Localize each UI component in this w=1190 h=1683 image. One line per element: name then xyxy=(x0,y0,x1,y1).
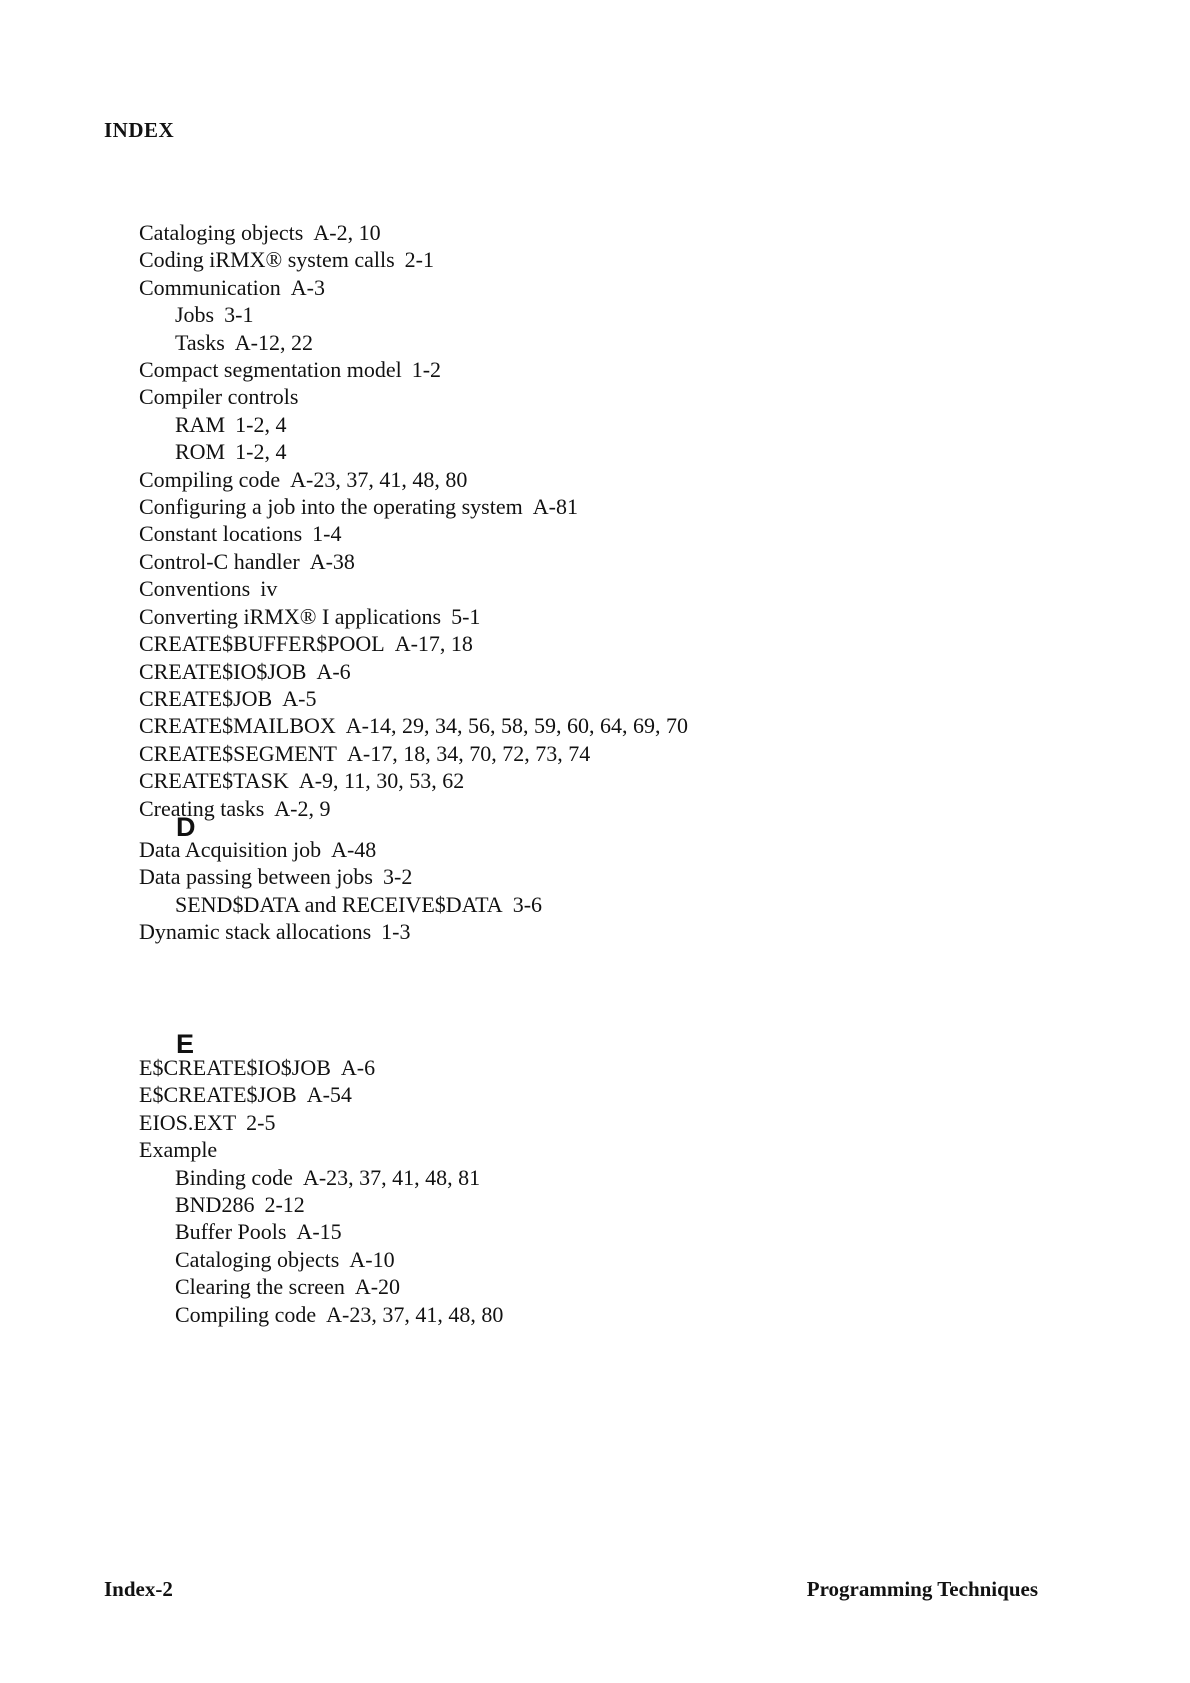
index-entry xyxy=(139,383,1039,410)
index-page-ref: 2-5 xyxy=(246,1109,276,1135)
index-entry xyxy=(139,863,1039,890)
index-entry xyxy=(139,1109,1039,1136)
index-term: Binding code xyxy=(175,1164,293,1190)
index-term: E$CREATE$IO$JOB xyxy=(139,1055,331,1080)
index-term: Dynamic stack allocations xyxy=(139,919,372,945)
index-term: Coding iRMX® system calls xyxy=(139,247,395,273)
index-term: RAM xyxy=(175,411,226,437)
index-term: Data Acquisition job xyxy=(139,837,322,862)
index-page-ref: A-48 xyxy=(331,837,377,862)
index-term: CREATE$SEGMENT xyxy=(139,740,337,766)
index-term: Compiler controls xyxy=(139,384,299,410)
index-term: SEND$DATA and RECEIVE$DATA xyxy=(175,891,503,917)
index-term: E$CREATE$JOB xyxy=(139,1082,297,1108)
index-page-ref: 3-6 xyxy=(512,891,543,917)
index-entry xyxy=(139,466,1039,493)
section-letter-d: D xyxy=(176,812,196,842)
index-entry xyxy=(139,630,1039,657)
index-page-ref: 2-12 xyxy=(264,1192,305,1218)
index-entry xyxy=(139,219,1039,246)
index-entry xyxy=(139,246,1039,273)
index-page-ref: 3-1 xyxy=(224,302,254,328)
index-page-ref: A-54 xyxy=(306,1082,352,1108)
index-term: Conventions xyxy=(139,576,251,602)
index-term: CREATE$TASK xyxy=(139,768,289,794)
index-term: Configuring a job into the operating system xyxy=(139,494,523,520)
index-entry xyxy=(139,356,1039,383)
index-page-ref: A-15 xyxy=(296,1219,342,1245)
index-page-ref: 1-2 xyxy=(411,357,442,383)
section-letter-e: E xyxy=(176,1029,195,1059)
index-term: CREATE$IO$JOB xyxy=(139,658,307,684)
index-term: Control-C handler xyxy=(139,548,300,574)
index-term: Compact segmentation model xyxy=(139,357,402,383)
index-term: Buffer Pools xyxy=(175,1219,287,1245)
index-entry xyxy=(139,685,1039,712)
index-page-ref: iv xyxy=(260,576,278,602)
index-page-ref: A-5 xyxy=(282,685,317,711)
index-page-ref: 2-1 xyxy=(404,247,434,273)
index-subentry xyxy=(139,891,1039,918)
index-subentry xyxy=(139,438,1039,465)
index-entry xyxy=(139,1081,1039,1108)
index-entry xyxy=(139,520,1039,547)
index-term: Constant locations xyxy=(139,521,303,547)
index-subentry xyxy=(139,1218,1039,1245)
index-term: EIOS.EXT xyxy=(139,1109,237,1135)
page-header: INDEX xyxy=(104,118,175,142)
index-entry xyxy=(139,1054,1039,1081)
index-page-ref: A-23, 37, 41, 48, 81 xyxy=(302,1164,481,1190)
footer-page-number: Index-2 xyxy=(104,1577,173,1601)
index-page-ref: A-23, 37, 41, 48, 80 xyxy=(326,1301,504,1327)
index-page-ref: A-17, 18 xyxy=(394,631,473,657)
index-page-ref: A-17, 18, 34, 70, 72, 73, 74 xyxy=(347,740,591,766)
index-term: Example xyxy=(139,1137,218,1163)
index-term: Compiling code xyxy=(175,1301,317,1327)
index-page-ref: A-10 xyxy=(349,1246,395,1272)
footer-book-title: Programming Techniques xyxy=(806,1577,1038,1601)
index-section-c xyxy=(139,219,1039,822)
index-term: CREATE$JOB xyxy=(139,685,273,711)
index-page-ref: A-2, 10 xyxy=(313,220,381,245)
index-page-ref: A-23, 37, 41, 48, 80 xyxy=(290,466,468,492)
index-page-ref: 1-3 xyxy=(381,919,411,945)
index-subentry xyxy=(139,329,1039,356)
index-term: Jobs xyxy=(175,302,215,328)
index-subentry xyxy=(139,1246,1039,1273)
index-page-ref: A-2, 9 xyxy=(274,795,331,821)
index-page-ref: A-12, 22 xyxy=(234,329,314,355)
index-entry xyxy=(139,918,1039,945)
index-entry xyxy=(139,795,1039,822)
index-term: CREATE$BUFFER$POOL xyxy=(139,631,385,657)
index-page-ref: A-14, 29, 34, 56, 58, 59, 60, 64, 69, 70 xyxy=(345,713,688,739)
index-subentry xyxy=(139,1273,1039,1300)
index-entry xyxy=(139,548,1039,575)
index-entry xyxy=(139,740,1039,767)
index-subentry xyxy=(139,1191,1039,1218)
index-page-ref: A-20 xyxy=(354,1274,401,1300)
index-term: Tasks xyxy=(175,329,225,355)
index-term: Converting iRMX® I applications xyxy=(139,603,442,629)
index-term: BND286 xyxy=(175,1192,255,1218)
index-page-ref: 3-2 xyxy=(383,864,413,890)
index-entry xyxy=(139,836,1039,863)
index-entry xyxy=(139,603,1039,630)
index-term: Communication xyxy=(139,274,281,300)
index-term: ROM xyxy=(175,439,226,465)
index-term: Clearing the screen xyxy=(175,1274,345,1300)
index-page-ref: A-38 xyxy=(309,548,355,574)
index-page-ref: 5-1 xyxy=(451,603,481,629)
index-page-ref: 1-2, 4 xyxy=(235,411,287,437)
index-entry xyxy=(139,767,1039,794)
index-term: CREATE$MAILBOX xyxy=(139,713,336,739)
index-subentry xyxy=(139,301,1039,328)
index-page-ref: A-6 xyxy=(316,658,351,684)
index-entry xyxy=(139,712,1039,739)
index-term: Cataloging objects xyxy=(139,220,304,245)
index-page-ref: 1-2, 4 xyxy=(235,439,287,465)
index-page-ref: A-81 xyxy=(532,494,578,520)
index-subentry xyxy=(139,1164,1039,1191)
index-entry xyxy=(139,658,1039,685)
index-page-ref: A-6 xyxy=(340,1055,376,1080)
index-entry xyxy=(139,493,1039,520)
index-section-d xyxy=(139,836,1039,946)
index-entry xyxy=(139,274,1039,301)
index-entry xyxy=(139,575,1039,602)
index-term: Compiling code xyxy=(139,466,281,492)
index-term: Creating tasks xyxy=(139,795,265,821)
index-term: Data passing between jobs xyxy=(139,864,373,890)
index-page-ref: A-9, 11, 30, 53, 62 xyxy=(298,768,465,794)
index-page-ref: 1-4 xyxy=(312,521,342,547)
index-entry xyxy=(139,1136,1039,1163)
index-page-ref: A-3 xyxy=(290,274,325,300)
index-subentry xyxy=(139,411,1039,438)
index-section-e xyxy=(139,1054,1039,1328)
index-subentry xyxy=(139,1301,1039,1328)
index-term: Cataloging objects xyxy=(175,1246,340,1272)
